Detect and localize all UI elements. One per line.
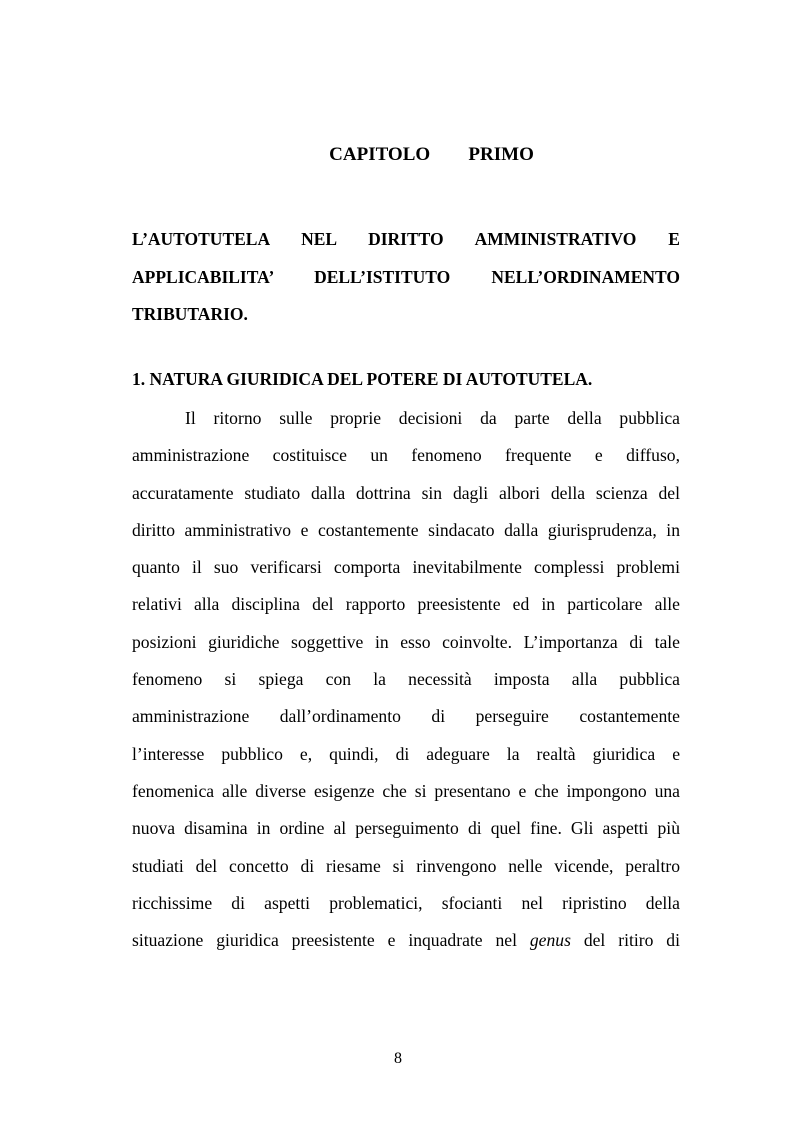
body-line-5: quanto il suo verificarsi comporta inevitabilmente complessi problemi	[132, 557, 680, 578]
body-line-2: amministrazione costituisce un fenomeno frequente e diffuso,	[132, 445, 680, 466]
body-line-15-before: situazione giuridica preesistente e inquadrate nel	[132, 930, 530, 951]
heading-line-3: TRIBUTARIO.	[132, 304, 248, 324]
genus-italic: genus	[529, 930, 571, 951]
body-line-14: ricchissime di aspetti problematici, sfocianti nel ripristino della	[132, 892, 680, 913]
section-heading: 1. NATURA GIURIDICA DEL POTERE DI AUTOTUTELA.	[132, 369, 593, 389]
body-line-15-after: del ritiro di	[570, 930, 680, 951]
body-line-7: posizioni giuridiche soggettive in esso coinvolte. L’importanza di tale	[132, 631, 680, 652]
chapter-heading	[132, 221, 680, 334]
heading-line-2: APPLICABILITA’ DELL’ISTITUTO NELL’ORDINAMENTO	[132, 266, 680, 287]
body-line-9: amministrazione dall’ordinamento di perseguire costantemente	[132, 706, 680, 727]
body-line-13: studiati del concetto di riesame si rinvengono nelle vicende, peraltro	[132, 855, 680, 876]
heading-line-1: L’AUTOTUTELA NEL DIRITTO AMMINISTRATIVO E	[132, 229, 680, 249]
chapter-title: CAPITOLO PRIMO	[329, 144, 534, 165]
body-line-4: diritto amministrativo e costantemente sindacato dalla giurisprudenza, in	[132, 519, 680, 540]
body-line-11: fenomenica alle diverse esigenze che si presentano e che impongono una	[132, 780, 680, 801]
body-line-8: fenomeno si spiega con la necessità imposta alla pubblica	[132, 669, 680, 690]
body-line-3: accuratamente studiato dalla dottrina sin dagli albori della scienza del	[132, 482, 680, 503]
body-line-12: nuova disamina in ordine al perseguimento di quel fine. Gli aspetti più	[132, 818, 680, 839]
body-line-15	[132, 922, 680, 959]
body-line-1: Il ritorno sulle proprie decisioni da parte della pubblica	[185, 408, 680, 428]
page-number: 8	[394, 1050, 402, 1067]
body-paragraph	[132, 400, 680, 959]
body-line-6: relativi alla disciplina del rapporto preesistente ed in particolare alle	[132, 594, 680, 615]
body-line-10: l’interesse pubblico e, quindi, di adeguare la realtà giuridica e	[132, 743, 680, 764]
